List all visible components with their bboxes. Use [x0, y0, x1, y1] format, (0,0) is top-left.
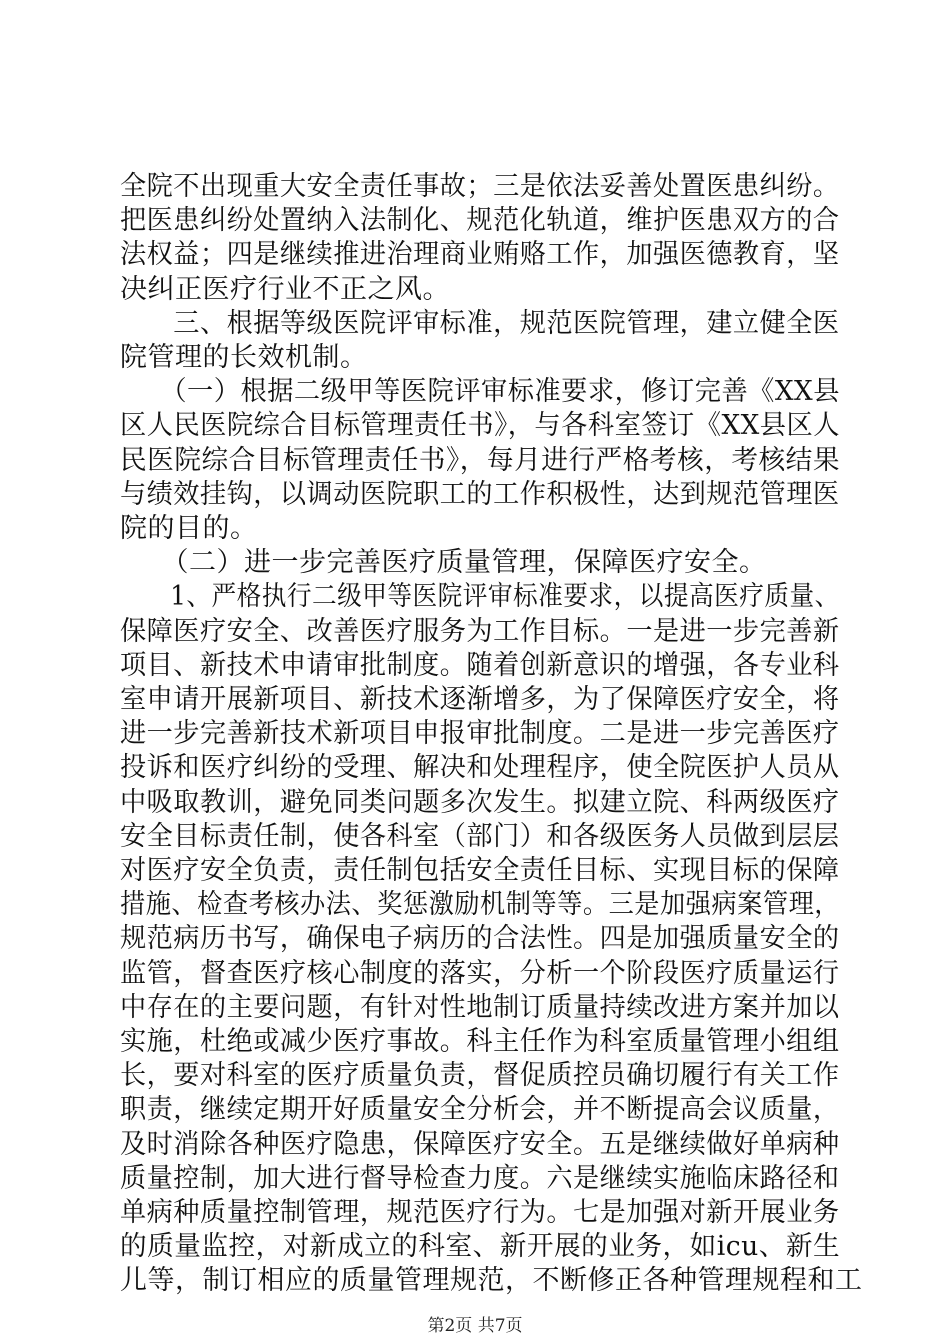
text-line: 把医患纠纷处置纳入法制化、规范化轨道，维护医患双方的合 [120, 205, 840, 237]
text-line: 中吸取教训，避免同类问题多次发生。拟建立院、科两级医疗 [120, 786, 840, 818]
text-line: 对医疗安全负责，责任制包括安全责任目标、实现目标的保障 [120, 855, 840, 886]
text-line: 院管理的长效机制。 [120, 342, 368, 373]
text-line: 儿等，制订相应的质量管理规范，不断修正各种管理规程和工 [120, 1265, 863, 1297]
text-line: 进一步完善新技术新项目申报审批制度。二是进一步完善医疗 [120, 718, 840, 750]
text-line: 质量控制，加大进行督导检查力度。六是继续实施临床路径和 [120, 1162, 840, 1194]
text-line: 项目、新技术申请审批制度。随着创新意识的增强，各专业科 [120, 649, 840, 681]
text-line: 法权益；四是继续推进治理商业贿赂工作，加强医德教育，坚 [120, 239, 840, 271]
text-line: （一）根据二级甲等医院评审标准要求，修订完善《XX县 [120, 376, 840, 408]
text-line: 单病种质量控制管理，规范医疗行为。七是加强对新开展业务 [120, 1197, 840, 1228]
text-line: 投诉和医疗纠纷的受理、解决和处理程序，使全院医护人员从 [120, 752, 840, 784]
text-line: 措施、检查考核办法、奖惩激励机制等等。三是加强病案管理， [120, 889, 840, 921]
text-line: 全院不出现重大安全责任事故；三是依法妥善处置医患纠纷。 [120, 171, 840, 202]
text-line: 监管，督查医疗核心制度的落实，分析一个阶段医疗质量运行 [120, 957, 840, 989]
text-line: 的质量监控，对新成立的科室、新开展的业务，如icu、新生 [120, 1231, 841, 1263]
text-line: 与绩效挂钩，以调动医院职工的工作积极性，达到规范管理医 [120, 478, 840, 510]
page-number-footer: 第2页 共7页 [427, 1315, 523, 1336]
text-line: 职责，继续定期开好质量安全分析会，并不断提高会议质量， [120, 1094, 840, 1126]
text-line: 三、根据等级医院评审标准，规范医院管理，建立健全医 [120, 307, 840, 339]
text-line: 长，要对科室的医疗质量负责，督促质控员确切履行有关工作 [120, 1060, 840, 1092]
text-line: 区人民医院综合目标管理责任书》，与各科室签订《XX县区人 [120, 410, 840, 442]
text-line: （二）进一步完善医疗质量管理，保障医疗安全。 [120, 547, 767, 579]
text-line: 民医院综合目标管理责任书》，每月进行严格考核，考核结果 [120, 444, 840, 476]
text-line: 安全目标责任制，使各科室（部门）和各级医务人员做到层层 [120, 820, 840, 852]
text-line: 规范病历书写，确保电子病历的合法性。四是加强质量安全的 [120, 923, 840, 955]
text-line: 1、严格执行二级甲等医院评审标准要求，以提高医疗质量、 [120, 581, 840, 613]
text-line: 决纠正医疗行业不正之风。 [120, 273, 450, 305]
text-line: 室申请开展新项目、新技术逐渐增多，为了保障医疗安全，将 [120, 684, 840, 715]
text-line: 院的目的。 [120, 513, 258, 544]
text-line: 及时消除各种医疗隐患，保障医疗安全。五是继续做好单病种 [120, 1128, 840, 1160]
text-line: 实施，杜绝或减少医疗事故。科主任作为科室质量管理小组组 [120, 1026, 840, 1057]
text-line: 保障医疗安全、改善医疗服务为工作目标。一是进一步完善新 [120, 615, 840, 647]
text-line: 中存在的主要问题，有针对性地制订质量持续改进方案并加以 [120, 991, 840, 1023]
